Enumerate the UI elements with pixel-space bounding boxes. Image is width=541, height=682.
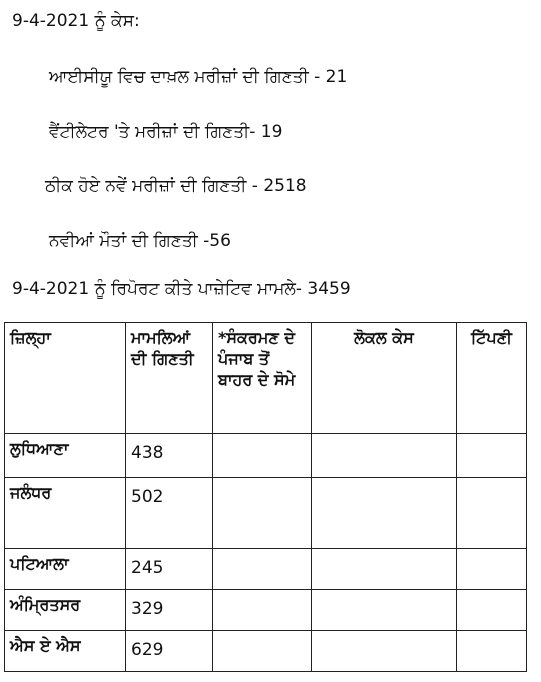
district-cases-table [4, 322, 527, 672]
header-remarks: ਟਿੱਪਣੀ [457, 323, 527, 434]
remarks-cell [457, 478, 527, 549]
district-cell: ਅੰਮ੍ਰਿਤਸਰ [5, 590, 126, 631]
cases-cell: 329 [126, 590, 213, 631]
table-header-row [5, 323, 527, 434]
remarks-cell [457, 549, 527, 590]
remarks-cell [457, 631, 527, 672]
new-deaths-stat: ਨਵੀਆਂ ਮੌਤਾਂ ਦੀ ਗਿਣਤੀ -56 [49, 231, 231, 251]
infection-source-cell [213, 631, 312, 672]
cases-cell: 245 [126, 549, 213, 590]
district-cell: ਪਟਿਆਲਾ [5, 549, 126, 590]
positive-cases-stat: 9-4-2021 ਨੂੰ ਰਿਪੋਰਟ ਕੀਤੇ ਪਾਜ਼ੇਟਿਵ ਮਾਮਲੇ- 3459 [12, 279, 351, 299]
header-cases-count: ਮਾਮਲਿਆਂ ਦੀ ਗਿਣਤੀ [126, 323, 213, 434]
local-cases-cell [312, 478, 457, 549]
table-row [5, 631, 527, 672]
infection-source-cell [213, 478, 312, 549]
header-district: ਜ਼ਿਲ੍ਹਾ [5, 323, 126, 434]
report-date-heading: 9-4-2021 ਨੂੰ ਕੇਸ: [12, 11, 140, 31]
table-row [5, 549, 527, 590]
district-cell: ਜਲੰਧਰ [5, 478, 126, 549]
remarks-cell [457, 434, 527, 478]
header-local-cases: ਲੋਕਲ ਕੇਸ [312, 323, 457, 434]
district-cell: ਲੁਧਿਆਣਾ [5, 434, 126, 478]
local-cases-cell [312, 549, 457, 590]
local-cases-cell [312, 590, 457, 631]
cases-cell: 502 [126, 478, 213, 549]
district-cell: ਐਸ ਏ ਐਸ [5, 631, 126, 672]
infection-source-cell [213, 434, 312, 478]
icu-patients-stat: ਆਈਸੀਯੂ ਵਿਚ ਦਾਖ਼ਲ ਮਰੀਜ਼ਾਂ ਦੀ ਗਿਣਤੀ - 21 [49, 67, 348, 87]
table-row [5, 434, 527, 478]
infection-source-cell [213, 590, 312, 631]
local-cases-cell [312, 434, 457, 478]
table-row [5, 478, 527, 549]
remarks-cell [457, 590, 527, 631]
table-row [5, 590, 527, 631]
header-infection-source: *ਸੰਕਰਮਣ ਦੇ ਪੰਜਾਬ ਤੋਂ ਬਾਹਰ ਦੇ ਸੋਮੇ [213, 323, 312, 434]
ventilator-patients-stat: ਵੈਂਟੀਲੇਟਰ 'ਤੇ ਮਰੀਜ਼ਾਂ ਦੀ ਗਿਣਤੀ- 19 [49, 122, 283, 142]
recovered-patients-stat: ਠੀਕ ਹੋਏ ਨਵੇਂ ਮਰੀਜ਼ਾਂ ਦੀ ਗਿਣਤੀ - 2518 [45, 176, 307, 196]
infection-source-cell [213, 549, 312, 590]
local-cases-cell [312, 631, 457, 672]
cases-cell: 629 [126, 631, 213, 672]
cases-cell: 438 [126, 434, 213, 478]
